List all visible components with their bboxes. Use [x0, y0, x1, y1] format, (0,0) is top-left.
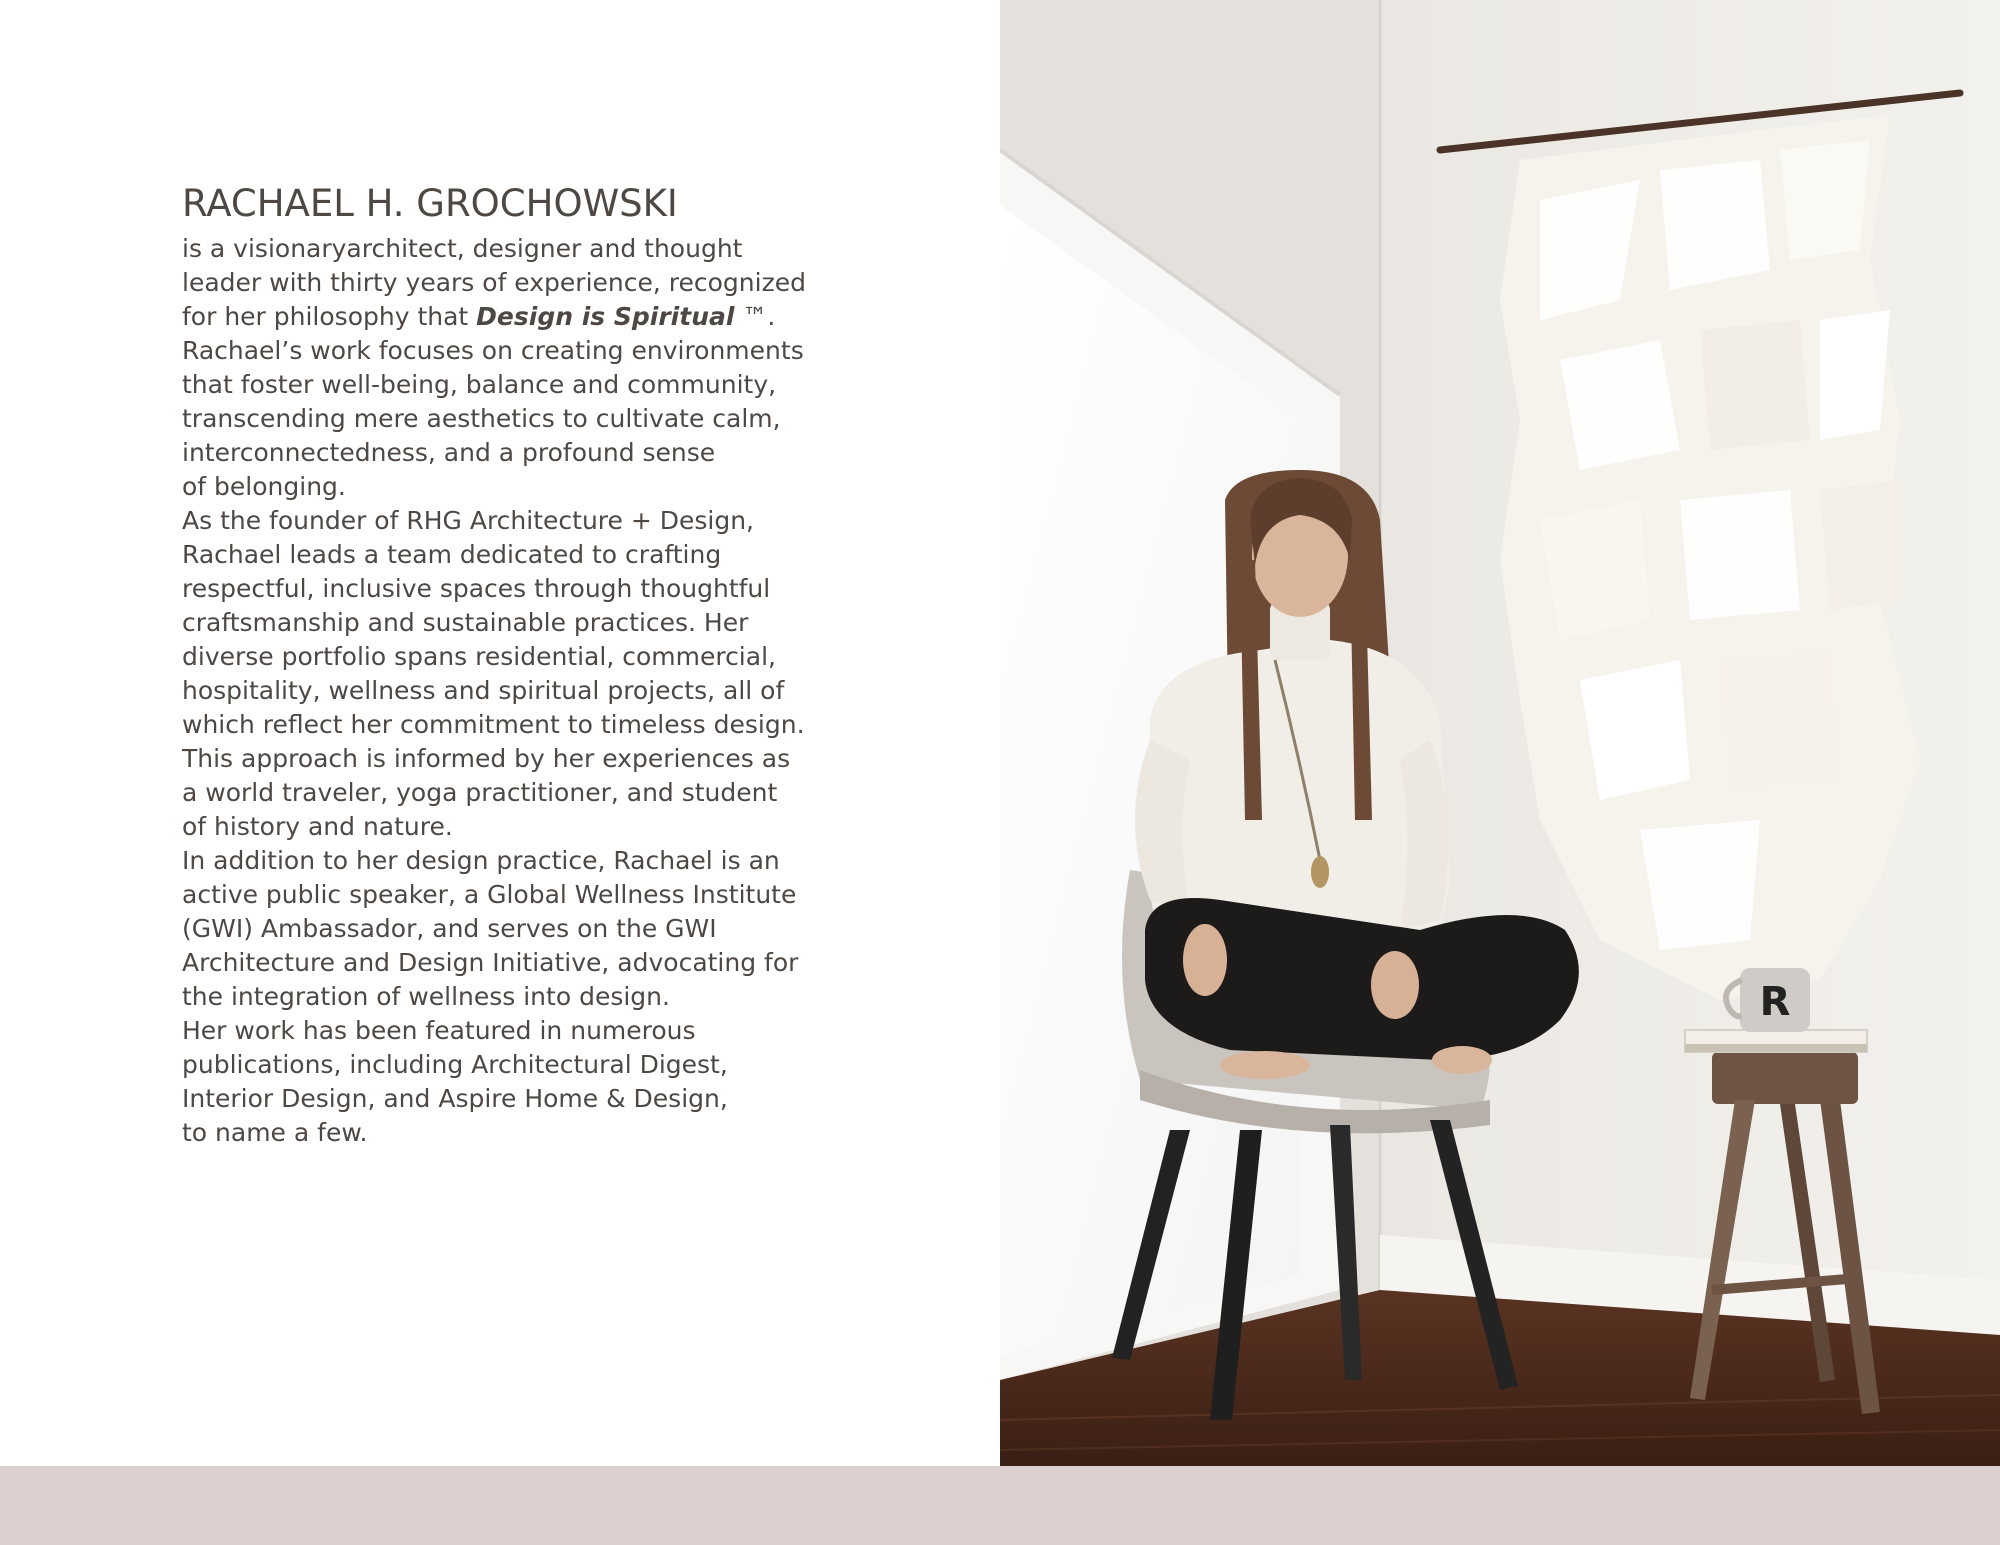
philosophy-tagline: Design is Spiritual [476, 302, 735, 331]
bio-line: craftsmanship and sustainable practices. Her [182, 608, 749, 637]
bio-line: interconnectedness, and a profound sense [182, 438, 716, 467]
bio-line: publications, including Architectural Digest, [182, 1050, 728, 1079]
portrait-photo [1000, 0, 2000, 1466]
bio-line: Rachael leads a team dedicated to crafting [182, 540, 722, 569]
bio-line: Rachael’s work focuses on creating environments [182, 336, 804, 365]
bio-line: This approach is informed by her experiences as [182, 744, 791, 773]
bio-line: (GWI) Ambassador, and serves on the GWI [182, 914, 717, 943]
bio-line: is a visionaryarchitect, designer and thought [182, 234, 743, 263]
bio-line: Interior Design, and Aspire Home & Design, [182, 1084, 728, 1113]
philosophy-suffix: ™. [734, 302, 776, 331]
bio-line: Architecture and Design Initiative, advocating for [182, 948, 799, 977]
bio-line: transcending mere aesthetics to cultivate calm, [182, 404, 781, 433]
bio-line: As the founder of RHG Architecture + Design, [182, 506, 754, 535]
bio-line: leader with thirty years of experience, recognized [182, 268, 806, 297]
bio-line: In addition to her design practice, Rachael is an [182, 846, 780, 875]
bio-line: that foster well-being, balance and community, [182, 370, 777, 399]
bio-line: of history and nature. [182, 812, 453, 841]
mug-letter: R [1759, 979, 1791, 1025]
bio-line: respectful, inclusive spaces through thoughtful [182, 574, 771, 603]
book-spine [1685, 1044, 1867, 1052]
bio-line: active public speaker, a Global Wellness Institute [182, 880, 797, 909]
bio-line: of belonging. [182, 472, 346, 501]
bio-line: hospitality, wellness and spiritual projects, all of [182, 676, 785, 705]
bio-line: which reflect her commitment to timeless design. [182, 710, 805, 739]
footer-band [0, 1466, 2000, 1545]
philosophy-prefix: for her philosophy that [182, 302, 477, 331]
bio-line: diverse portfolio spans residential, commercial, [182, 642, 776, 671]
bio-line: Her work has been featured in numerous [182, 1016, 696, 1045]
bio-line: to name a few. [182, 1118, 368, 1147]
bio-line-philosophy [182, 300, 982, 334]
bio-line: the integration of wellness into design. [182, 982, 670, 1011]
bio-text [182, 232, 982, 1150]
bio-column [0, 0, 1000, 1466]
portrait-illustration [1000, 0, 2000, 1466]
name-heading: RACHAEL H. GROCHOWSKI [182, 182, 678, 225]
bio-line: a world traveler, yoga practitioner, and student [182, 778, 778, 807]
